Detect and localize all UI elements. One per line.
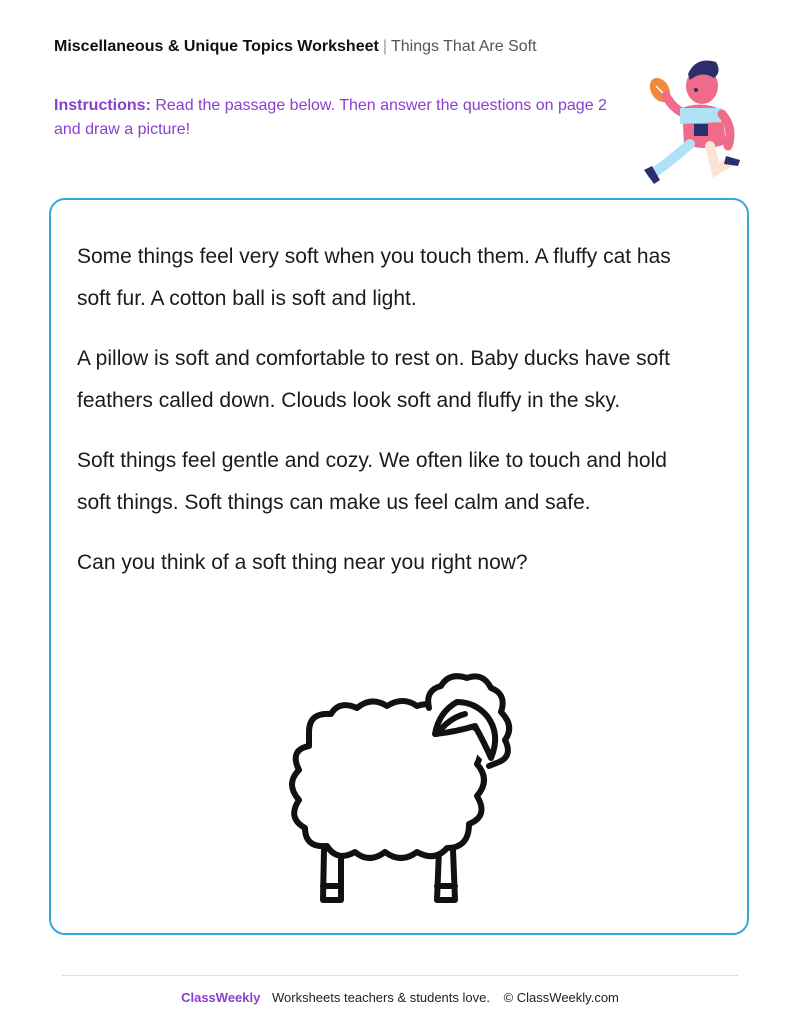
worksheet-header (54, 38, 537, 56)
footer (0, 990, 800, 1005)
instructions-label: Instructions: (54, 97, 151, 114)
worksheet-subtitle: Things That Are Soft (390, 38, 537, 55)
sheep-icon (279, 672, 529, 920)
football-player-icon (630, 52, 742, 190)
passage-box (49, 198, 749, 935)
passage-paragraph-2: A pillow is soft and comfortable to rest on. Baby ducks have soft feathers called down. Clouds look soft and fluffy in the sky. (77, 347, 670, 412)
footer-brand: ClassWeekly (181, 990, 261, 1005)
passage-paragraph-4: Can you think of a soft thing near you right now? (77, 551, 528, 574)
footer-divider (62, 975, 738, 976)
footer-tagline: Worksheets teachers & students love. (271, 990, 490, 1005)
instructions (54, 94, 624, 142)
passage-paragraph-3: Soft things feel gentle and cozy. We often like to touch and hold soft things. Soft things can make us feel calm and safe. (77, 449, 667, 514)
header-separator: | (382, 38, 387, 55)
reading-passage (77, 236, 677, 602)
instructions-text: Read the passage below. Then answer the questions on page 2 and draw a picture! (54, 97, 607, 138)
passage-paragraph-1: Some things feel very soft when you touch them. A fluffy cat has soft fur. A cotton ball is soft and light. (77, 245, 671, 310)
footer-copyright: © ClassWeekly.com (503, 990, 619, 1005)
worksheet-title: Miscellaneous & Unique Topics Worksheet (54, 38, 379, 55)
